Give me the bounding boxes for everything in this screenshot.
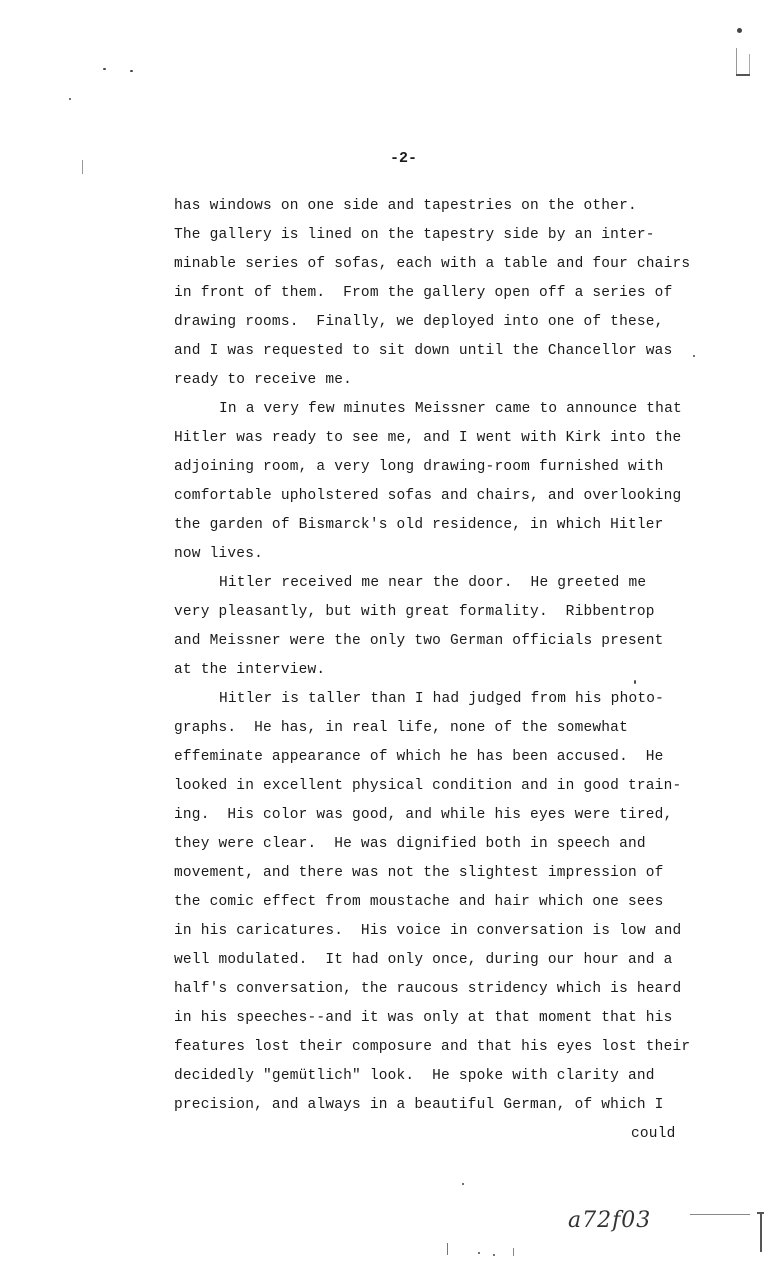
text-line: comfortable upholstered sofas and chairs, and overlooking — [174, 488, 682, 504]
text-line: the garden of Bismarck's old residence, in which Hitler — [174, 517, 664, 533]
text-line: now lives. — [174, 546, 264, 562]
scan-speck — [493, 1254, 495, 1256]
scan-speck — [462, 1183, 464, 1185]
scan-speck — [130, 70, 133, 72]
text-line: and Meissner were the only two German officials present — [174, 633, 664, 649]
text-line: minable series of sofas, each with a table and four chairs — [174, 256, 691, 272]
text-line: graphs. He has, in real life, none of the somewhat — [174, 720, 628, 736]
scan-speck — [634, 680, 636, 684]
text-line: ready to receive me. — [174, 372, 353, 388]
scan-edge-mark — [736, 74, 750, 76]
scan-edge-mark — [82, 160, 83, 174]
text-line: In a very few minutes Meissner came to announce that — [219, 401, 682, 417]
text-line: at the interview. — [174, 662, 326, 678]
scan-edge-mark — [513, 1248, 514, 1256]
text-line: drawing rooms. Finally, we deployed into one of these, — [174, 314, 664, 330]
text-line: looked in excellent physical condition and in good train- — [174, 778, 682, 794]
text-line: movement, and there was not the slightest impression of — [174, 865, 664, 881]
text-line: ing. His color was good, and while his eyes were tired, — [174, 807, 673, 823]
scan-edge-mark — [760, 1212, 762, 1252]
text-line: The gallery is lined on the tapestry side by an inter- — [174, 227, 655, 243]
text-line: in his speeches--and it was only at that moment that his — [174, 1010, 673, 1026]
text-line: half's conversation, the raucous stridency which is heard — [174, 981, 682, 997]
text-line: they were clear. He was dignified both in speech and — [174, 836, 646, 852]
archive-handwritten-mark: a72f03 — [568, 1208, 652, 1233]
page-number: -2- — [390, 150, 418, 167]
scan-edge-mark — [749, 54, 750, 74]
text-line: effeminate appearance of which he has been accused. He — [174, 749, 664, 765]
text-line: in front of them. From the gallery open off a series of — [174, 285, 673, 301]
text-line: adjoining room, a very long drawing-room furnished with — [174, 459, 664, 475]
text-line: has windows on one side and tapestries on the other. — [174, 198, 637, 214]
scan-edge-mark — [447, 1243, 448, 1255]
text-line: features lost their composure and that his eyes lost their — [174, 1039, 691, 1055]
body-text — [174, 192, 714, 1149]
scan-speck — [693, 355, 695, 357]
scan-speck — [69, 98, 71, 100]
scan-edge-mark — [736, 48, 737, 76]
text-line: the comic effect from moustache and hair which one sees — [174, 894, 664, 910]
text-line: in his caricatures. His voice in conversation is low and — [174, 923, 682, 939]
scan-speck — [737, 28, 742, 33]
scan-speck — [478, 1252, 480, 1254]
text-line: and I was requested to sit down until the Chancellor was — [174, 343, 673, 359]
scan-edge-mark — [690, 1214, 750, 1215]
text-line: Hitler received me near the door. He greeted me — [219, 575, 647, 591]
text-line: decidedly "gemütlich" look. He spoke with clarity and — [174, 1068, 655, 1084]
text-line: Hitler was ready to see me, and I went with Kirk into the — [174, 430, 682, 446]
text-line: very pleasantly, but with great formality. Ribbentrop — [174, 604, 655, 620]
text-line: well modulated. It had only once, during our hour and a — [174, 952, 673, 968]
text-line: Hitler is taller than I had judged from his photo- — [219, 691, 665, 707]
text-line: precision, and always in a beautiful German, of which I — [174, 1097, 664, 1113]
scan-speck — [103, 68, 106, 70]
text-line: could — [631, 1126, 676, 1142]
